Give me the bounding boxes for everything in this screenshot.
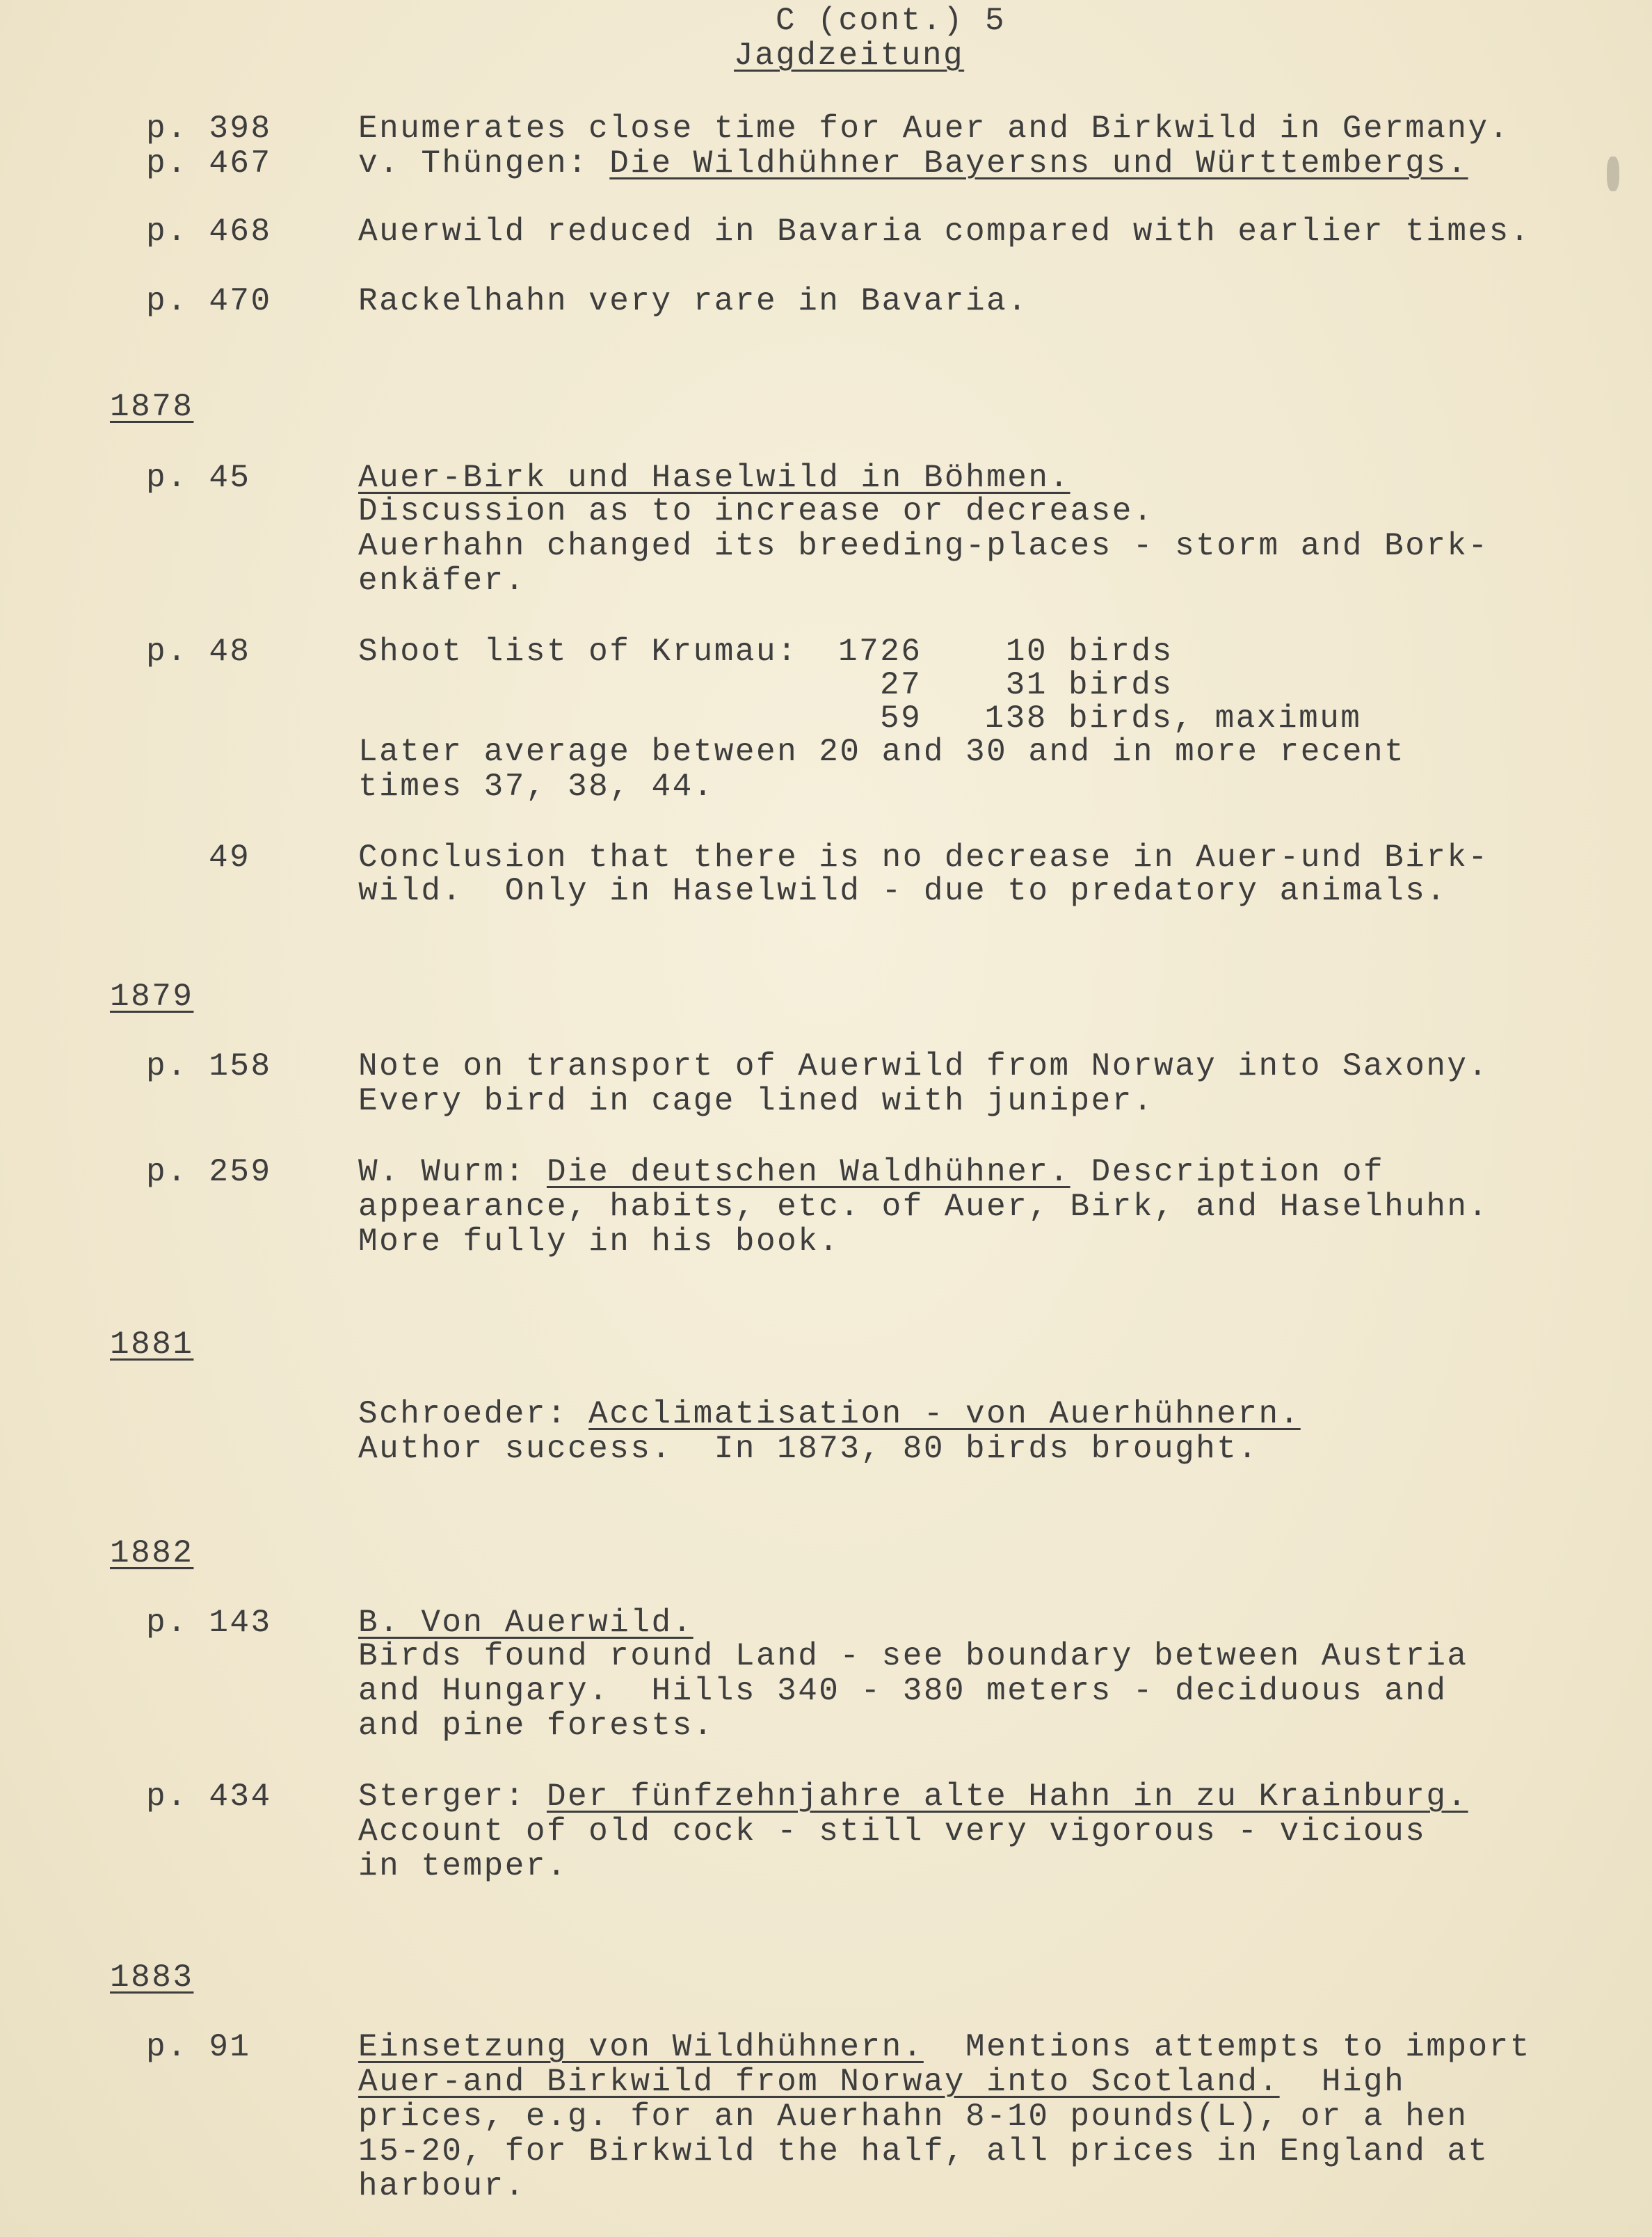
year-heading-1879: 1879 [110,979,194,1015]
entry-49-line2: wild. Only in Haselwild - due to predatory animals. [358,873,1447,909]
entry-91-line2 [358,2064,1405,2099]
entry-48-line1b: 1726 10 birds [838,634,1173,670]
page-ref-158: p. 158 [146,1048,272,1084]
page-header-label: C (cont.) 5 [776,3,1007,39]
entry-434-line1 [358,1779,1468,1814]
page-ref-143: p. 143 [146,1605,272,1641]
entry-91-line2-main: Auer-and Birkwild from Norway into Scotland. [358,2064,1280,2100]
entry-259-author: W. Wurm: [358,1154,547,1190]
entry-1881-line2: Author success. In 1873, 80 birds brought. [358,1431,1259,1467]
entry-text-468: Auerwild reduced in Bavaria compared with earlier times. [358,214,1531,250]
entry-91-title: Einsetzung von Wildhühnern. [358,2029,924,2065]
entry-91-line3: prices, e.g. for an Auerhahn 8-10 pounds(L), or a hen [358,2099,1468,2135]
entry-title-467: Die Wildhühner Bayersns und Württembergs. [609,145,1468,182]
year-heading-1882: 1882 [110,1535,194,1571]
entry-author-467: v. Thüngen: [358,145,610,182]
entry-259-line2: appearance, habits, etc. of Auer, Birk, and Haselhuhn. [358,1189,1489,1225]
entry-45-line4: enkäfer. [358,563,526,599]
entry-48-line3: 59 138 birds, maximum [880,700,1362,737]
entry-1881-title: Acclimatisation - von Auerhühnern. [588,1396,1301,1432]
entry-45-line3: Auerhahn changed its breeding-places - storm and Bork- [358,528,1489,564]
entry-143-line3: and Hungary. Hills 340 - 380 meters - deciduous and [358,1673,1447,1709]
entry-158-line2: Every bird in cage lined with juniper. [358,1083,1154,1119]
entry-434-line3: in temper. [358,1848,568,1884]
entry-text-398: Enumerates close time for Auer and Birkwild in Germany. [358,111,1510,147]
entry-259-line1 [358,1155,1384,1189]
entry-91-line2-end: High [1279,2064,1406,2100]
page-ref-467: p. 467 [146,145,272,182]
page-ref-468: p. 468 [146,214,272,250]
entry-143-line2: Birds found round Land - see boundary between Austria [358,1638,1468,1674]
entry-48-line2: 27 31 birds [880,667,1173,703]
entry-1881-author: Schroeder: [358,1396,589,1432]
year-heading-1883: 1883 [110,1959,194,1996]
year-heading-1878: 1878 [110,389,194,425]
year-heading-1881: 1881 [110,1326,194,1363]
entry-48-line1a: Shoot list of Krumau: [358,634,799,670]
page-ref-91: p. 91 [146,2029,251,2065]
entry-48-line5: times 37, 38, 44. [358,769,714,805]
page-ref-470: p. 470 [146,283,272,319]
page-ref-398: p. 398 [146,111,272,147]
entry-143-line4: and pine forests. [358,1708,714,1744]
entry-434-line2: Account of old cock - still very vigorous - vicious [358,1813,1427,1850]
entry-91-line4: 15-20, for Birkwild the half, all prices in England at [358,2133,1489,2170]
entry-1881-line1 [358,1397,1301,1432]
page-ref-49: 49 [209,840,251,876]
entry-45-line1: Auer-Birk und Haselwild in Böhmen. [358,460,1070,496]
entry-text-467 [358,146,1468,181]
entry-48-line4: Later average between 20 and 30 and in more recent [358,734,1406,770]
entry-91-line1 [358,2030,1531,2064]
entry-91-line5: harbour. [358,2168,526,2204]
entry-259-desc: Description of [1070,1154,1385,1190]
entry-text-470: Rackelhahn very rare in Bavaria. [358,283,1029,319]
entry-49-line1: Conclusion that there is no decrease in Auer-und Birk- [358,840,1489,876]
entry-434-title: Der fünfzehnjahre alte Hahn in zu Krainburg. [546,1779,1468,1815]
page-ref-45: p. 45 [146,460,251,496]
entry-259-line3: More fully in his book. [358,1224,840,1260]
entry-143-line1: B. Von Auerwild. [358,1605,693,1641]
page-ref-259: p. 259 [146,1154,272,1190]
page-header-title: Jagdzeitung [734,38,965,74]
entry-45-line2: Discussion as to increase or decrease. [358,493,1154,529]
entry-158-line1: Note on transport of Auerwild from Norway into Saxony. [358,1048,1489,1084]
page-ref-48: p. 48 [146,634,251,670]
entry-259-title: Die deutschen Waldhühner. [546,1154,1070,1190]
paper-mark [1607,157,1619,191]
page-ref-434: p. 434 [146,1779,272,1815]
entry-434-author: Sterger: [358,1779,547,1815]
entry-91-desc: Mentions attempts to import [923,2029,1531,2065]
